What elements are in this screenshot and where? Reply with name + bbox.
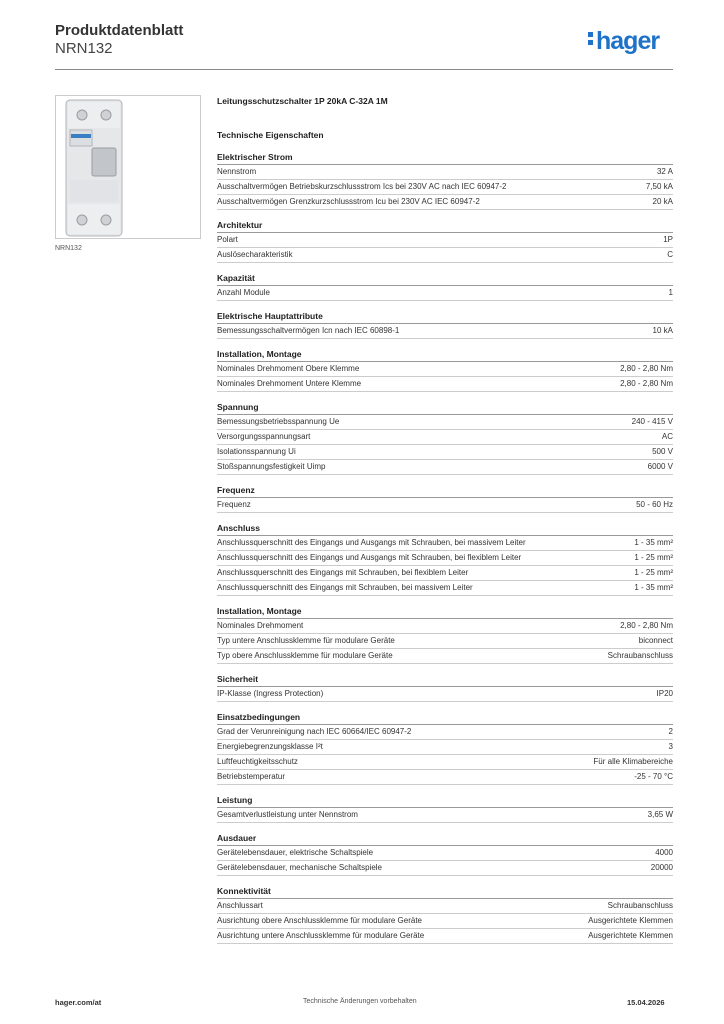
spec-value: 32 A (656, 167, 673, 176)
spec-row (217, 687, 673, 702)
spec-row (217, 649, 673, 664)
spec-value: 2,80 - 2,80 Nm (620, 379, 673, 388)
spec-label: Anschlussquerschnitt des Eingangs und Ausgangs mit Schrauben, bei massivem Leiter (217, 538, 526, 547)
section-title: Sicherheit (217, 674, 673, 687)
hager-logo (588, 27, 659, 56)
spec-row (217, 536, 673, 551)
spec-value: Schraubanschluss (607, 901, 673, 910)
spec-section (217, 833, 673, 876)
section-title: Konnektivität (217, 886, 673, 899)
spec-label: Frequenz (217, 500, 251, 509)
spec-value: 240 - 415 V (631, 417, 673, 426)
spec-row (217, 581, 673, 596)
spec-label: Nennstrom (217, 167, 257, 176)
spec-row (217, 415, 673, 430)
spec-label: Anschlussquerschnitt des Eingangs mit Schrauben, bei flexiblem Leiter (217, 568, 469, 577)
spec-value: 1 - 25 mm² (634, 553, 673, 562)
spec-section (217, 712, 673, 785)
spec-section (217, 273, 673, 301)
spec-section (217, 886, 673, 944)
spec-row (217, 808, 673, 823)
spec-row (217, 566, 673, 581)
spec-label: IP-Klasse (Ingress Protection) (217, 689, 324, 698)
spec-row (217, 248, 673, 263)
section-title: Kapazität (217, 273, 673, 286)
spec-value: -25 - 70 °C (634, 772, 673, 781)
spec-value: C (667, 250, 673, 259)
spec-label: Nominales Drehmoment Untere Klemme (217, 379, 362, 388)
spec-label: Typ obere Anschlussklemme für modulare Geräte (217, 651, 393, 660)
product-image (55, 95, 201, 239)
spec-label: Bemessungsschaltvermögen Icn nach IEC 60898-1 (217, 326, 400, 335)
spec-value: 7,50 kA (645, 182, 673, 191)
spec-value: 2,80 - 2,80 Nm (620, 364, 673, 373)
spec-row (217, 899, 673, 914)
footer-website: hager.com/at (55, 998, 102, 1007)
section-title: Elektrischer Strom (217, 152, 673, 165)
spec-row (217, 725, 673, 740)
spec-row (217, 460, 673, 475)
spec-label: Gerätelebensdauer, elektrische Schaltspiele (217, 848, 374, 857)
section-title: Spannung (217, 402, 673, 415)
footer-disclaimer: Technische Änderungen vorbehalten (303, 998, 417, 1005)
spec-row (217, 755, 673, 770)
spec-value: Schraubanschluss (607, 651, 673, 660)
spec-value: 4000 (655, 848, 673, 857)
spec-value: 1 (668, 288, 673, 297)
spec-label: Luftfeuchtigkeitsschutz (217, 757, 298, 766)
spec-label: Auslösecharakteristik (217, 250, 293, 259)
spec-row (217, 861, 673, 876)
spec-label: Anzahl Module (217, 288, 270, 297)
spec-section (217, 402, 673, 475)
spec-value: Ausgerichtete Klemmen (588, 916, 673, 925)
spec-value: 20000 (650, 863, 673, 872)
spec-section (217, 220, 673, 263)
spec-section (217, 311, 673, 339)
tech-heading: Technische Eigenschaften (217, 130, 324, 140)
spec-row (217, 362, 673, 377)
spec-value: 50 - 60 Hz (636, 500, 673, 509)
section-title: Frequenz (217, 485, 673, 498)
spec-label: Nominales Drehmoment Obere Klemme (217, 364, 360, 373)
spec-label: Anschlussquerschnitt des Eingangs und Ausgangs mit Schrauben, bei flexiblem Leiter (217, 553, 522, 562)
spec-value: AC (661, 432, 673, 441)
spec-row (217, 195, 673, 210)
section-title: Architektur (217, 220, 673, 233)
spec-row (217, 914, 673, 929)
footer-date: 15.04.2026 (627, 998, 665, 1007)
spec-label: Anschlussquerschnitt des Eingangs mit Schrauben, bei massivem Leiter (217, 583, 473, 592)
spec-value: Ausgerichtete Klemmen (588, 931, 673, 940)
section-title: Installation, Montage (217, 349, 673, 362)
spec-value: Für alle Klimabereiche (593, 757, 673, 766)
spec-value: 3,65 W (647, 810, 673, 819)
spec-section (217, 606, 673, 664)
spec-label: Stoßspannungsfestigkeit Uimp (217, 462, 326, 471)
spec-label: Gerätelebensdauer, mechanische Schaltspiele (217, 863, 382, 872)
spec-label: Gesamtverlustleistung unter Nennstrom (217, 810, 358, 819)
logo-colon-icon (588, 29, 594, 48)
spec-label: Betriebstemperatur (217, 772, 286, 781)
circuit-breaker-image (56, 96, 202, 240)
spec-section (217, 349, 673, 392)
spec-row (217, 929, 673, 944)
spec-row (217, 770, 673, 785)
spec-value: 2 (668, 727, 673, 736)
spec-value: 1 - 25 mm² (634, 568, 673, 577)
spec-value: 1P (663, 235, 673, 244)
spec-label: Grad der Verunreinigung nach IEC 60664/IEC 60947-2 (217, 727, 412, 736)
spec-label: Ausrichtung obere Anschlussklemme für modulare Geräte (217, 916, 422, 925)
spec-section (217, 152, 673, 210)
spec-label: Isolationsspannung Ui (217, 447, 296, 456)
spec-value: 500 V (652, 447, 673, 456)
section-title: Installation, Montage (217, 606, 673, 619)
spec-row (217, 165, 673, 180)
spec-value: biconnect (638, 636, 673, 645)
spec-value: IP20 (656, 689, 673, 698)
spec-label: Typ untere Anschlussklemme für modulare Geräte (217, 636, 395, 645)
spec-label: Bemessungsbetriebsspannung Ue (217, 417, 340, 426)
section-title: Elektrische Hauptattribute (217, 311, 673, 324)
spec-value: 10 kA (652, 326, 673, 335)
header-divider (55, 69, 673, 70)
spec-row (217, 324, 673, 339)
spec-row (217, 846, 673, 861)
spec-row (217, 430, 673, 445)
spec-section (217, 674, 673, 702)
spec-label: Ausrichtung untere Anschlussklemme für modulare Geräte (217, 931, 425, 940)
section-title: Anschluss (217, 523, 673, 536)
spec-label: Versorgungsspannungsart (217, 432, 311, 441)
spec-label: Ausschaltvermögen Grenzkurzschlussstrom Icu bei 230V AC IEC 60947-2 (217, 197, 480, 206)
spec-row (217, 180, 673, 195)
logo-text: hager (596, 27, 660, 55)
spec-label: Anschlussart (217, 901, 263, 910)
section-title: Einsatzbedingungen (217, 712, 673, 725)
section-title: Leistung (217, 795, 673, 808)
spec-row (217, 498, 673, 513)
spec-row (217, 740, 673, 755)
spec-label: Polart (217, 235, 238, 244)
spec-section (217, 485, 673, 513)
spec-section (217, 523, 673, 596)
section-title: Ausdauer (217, 833, 673, 846)
spec-value: 6000 V (647, 462, 673, 471)
spec-section (217, 795, 673, 823)
product-name: Leitungsschutzschalter 1P 20kA C-32A 1M (217, 96, 388, 106)
spec-value: 3 (668, 742, 673, 751)
spec-value: 1 - 35 mm² (634, 538, 673, 547)
spec-label: Ausschaltvermögen Betriebskurzschlussstrom Ics bei 230V AC nach IEC 60947-2 (217, 182, 507, 191)
spec-content (217, 96, 673, 954)
spec-label: Nominales Drehmoment (217, 621, 304, 630)
spec-sections (217, 152, 673, 944)
spec-row (217, 551, 673, 566)
spec-value: 20 kA (652, 197, 673, 206)
spec-row (217, 619, 673, 634)
spec-row (217, 377, 673, 392)
spec-row (217, 286, 673, 301)
spec-row (217, 445, 673, 460)
page-title: Produktdatenblatt (55, 22, 184, 39)
spec-value: 1 - 35 mm² (634, 583, 673, 592)
image-caption: NRN132 (55, 245, 82, 252)
spec-label: Energiebegrenzungsklasse I²t (217, 742, 323, 751)
spec-row (217, 233, 673, 248)
spec-value: 2,80 - 2,80 Nm (620, 621, 673, 630)
product-code: NRN132 (55, 40, 113, 57)
spec-row (217, 634, 673, 649)
